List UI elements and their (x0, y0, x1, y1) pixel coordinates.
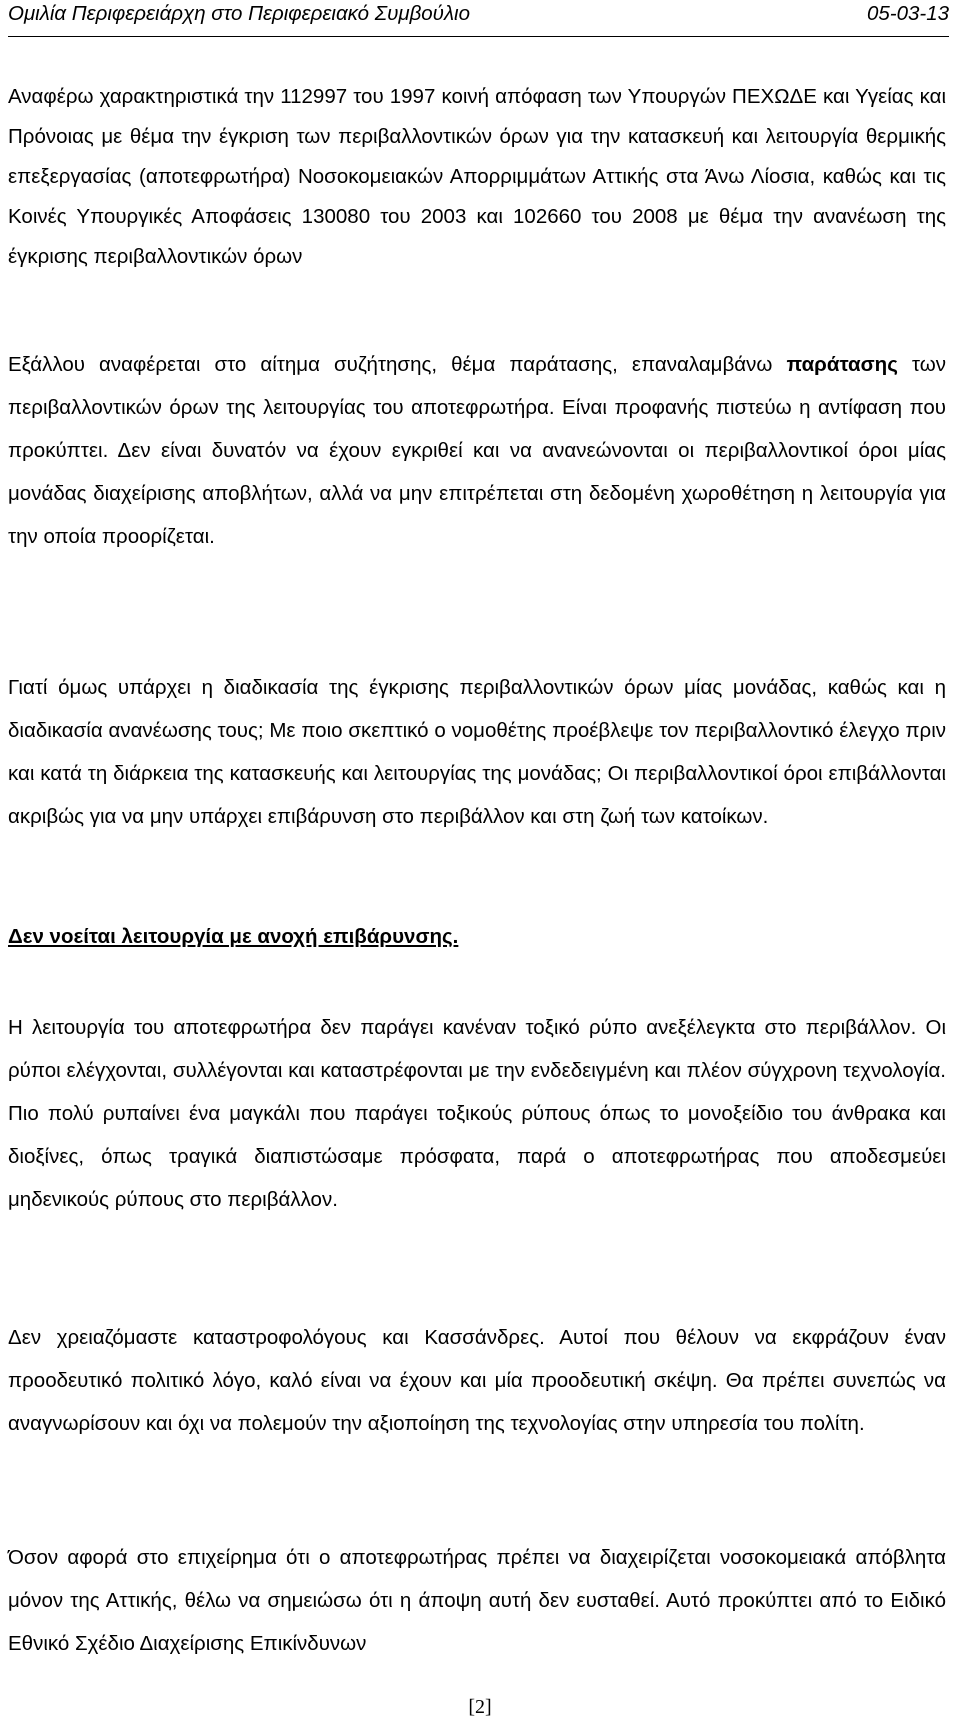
paragraph-1: Αναφέρω χαρακτηριστικά την 112997 του 1997 κοινή απόφαση των Υπουργών ΠΕΧΩΔΕ και Υγείας και Πρόνοιας με θέμα την έγκριση των περιβαλλοντικών όρων για την κατασκευή και λειτουργία θερμικής επεξεργασίας (αποτεφρωτήρα) Νοσοκομειακών Απορριμμάτων Αττικής στα Άνω Λίοσια, καθώς και τις Κοινές Υπουργικές Αποφάσεις 130080 του 2003 και 102660 του 2008 με θέμα την ανανέωση της έγκρισης περιβαλλοντικών όρων (8, 85, 946, 268)
header-date: 05-03-13 (866, 2, 949, 25)
header-title: Ομιλία Περιφερειάρχη στο Περιφερειακό Συμβούλιο (8, 2, 471, 25)
paragraph-2-bold: παράτασης (786, 353, 898, 376)
page-header (8, 0, 949, 37)
paragraph-3: Γιατί όμως υπάρχει η διαδικασία της έγκρισης περιβαλλοντικών όρων μίας μονάδας, καθώς και η διαδικασία ανανέωσης τους; Με ποιο σκεπτικό ο νομοθέτης προέβλεψε τον περιβαλλοντικό έλεγχο πριν και κατά τη διάρκεια της κατασκευής και λειτουργίας της μονάδας; Οι περιβαλλοντικοί όροι επιβάλλονται ακριβώς για να μην υπάρχει επιβάρυνση στο περιβάλλον και στη ζωή των κατοίκων. (8, 676, 946, 828)
paragraph-2-start: Εξάλλου αναφέρεται στο αίτημα συζήτησης, θέμα παράτασης, επαναλαμβάνω (8, 353, 773, 376)
paragraph-7: Όσον αφορά στο επιχείρημα ότι ο αποτεφρωτήρας πρέπει να διαχειρίζεται νοσοκομειακά απόβλητα μόνον της Αττικής, θέλω να σημειώσω ότι η άποψη αυτή δεν ευσταθεί. Αυτό προκύπτει από το Ειδικό Εθνικό Σχέδιο Διαχείρισης Επικίνδυνων (8, 1546, 946, 1655)
paragraph-2 (8, 343, 946, 558)
paragraph-5: Η λειτουργία του αποτεφρωτήρα δεν παράγει κανέναν τοξικό ρύπο ανεξέλεγκτα στο περιβάλλον. Οι ρύποι ελέγχονται, συλλέγονται και καταστρέφονται με την ενδεδειγμένη και πλέον σύγχρονη τεχνολογία. Πιο πολύ ρυπαίνει ένα μαγκάλι που παράγει τοξικούς ρύπους όπως το μονοξείδιο του άνθρακα και διοξίνες, όπως τραγικά διαπιστώσαμε πρόσφατα, παρά ο αποτεφρωτήρας που αποδεσμεύει μηδενικούς ρύπους στο περιβάλλον. (8, 1016, 946, 1211)
paragraph-6: Δεν χρειαζόμαστε καταστροφολόγους και Κασσάνδρες. Αυτοί που θέλουν να εκφράζουν έναν προοδευτικό πολιτικό λόγο, καλό είναι να έχουν και μία προοδευτική σκέψη. Θα πρέπει συνεπώς να αναγνωρίσουν και όχι να πολεμούν την αξιοποίηση της τεχνολογίας στην υπηρεσία του πολίτη. (8, 1326, 946, 1435)
paragraph-4-emphasis: Δεν νοείται λειτουργία με ανοχή επιβάρυνσης. (8, 925, 459, 948)
page-number: [2] (468, 1696, 492, 1718)
paragraph-2-end: των περιβαλλοντικών όρων της λειτουργίας του αποτεφρωτήρα. Είναι προφανής πιστεύω η αντίφαση που προκύπτει. Δεν είναι δυνατόν να έχουν εγκριθεί και να ανανεώνονται οι περιβαλλοντικοί όροι μίας μονάδας διαχείρισης αποβλήτων, αλλά να μην επιτρέπεται στη δεδομένη χωροθέτηση η λειτουργία για την οποία προορίζεται. (8, 353, 946, 548)
